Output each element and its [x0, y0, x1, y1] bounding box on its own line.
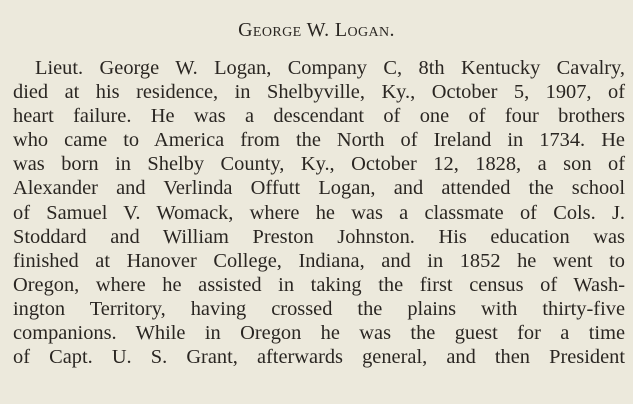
text-line: died at his residence, in Shelbyville, Ky., October 5, 1907, of — [13, 81, 625, 104]
text-line: of Samuel V. Womack, where he was a classmate of Cols. J. — [13, 201, 625, 224]
text-line: Lieut. George W. Logan, Company C, 8th Kentucky Cavalry, — [35, 57, 625, 79]
article-heading: George W. Logan. — [238, 19, 395, 41]
text-line: Stoddard and William Preston Johnston. His education was — [13, 225, 625, 248]
text-line: of Capt. U. S. Grant, afterwards general, and then President — [13, 346, 625, 369]
article-body — [13, 56, 625, 369]
text-line: heart failure. He was a descendant of one of four brothers — [13, 105, 625, 128]
text-line: was born in Shelby County, Ky., October 12, 1828, a son of — [13, 153, 625, 176]
text-line: Oregon, where he assisted in taking the first census of Wash- — [13, 273, 625, 296]
text-line: ington Territory, having crossed the plains with thirty-five — [13, 297, 625, 320]
text-line: who came to America from the North of Ireland in 1734. He — [13, 129, 625, 152]
text-line: Alexander and Verlinda Offutt Logan, and attended the school — [13, 177, 625, 200]
text-line: finished at Hanover College, Indiana, and in 1852 he went to — [13, 249, 625, 272]
text-line: companions. While in Oregon he was the guest for a time — [13, 322, 625, 345]
